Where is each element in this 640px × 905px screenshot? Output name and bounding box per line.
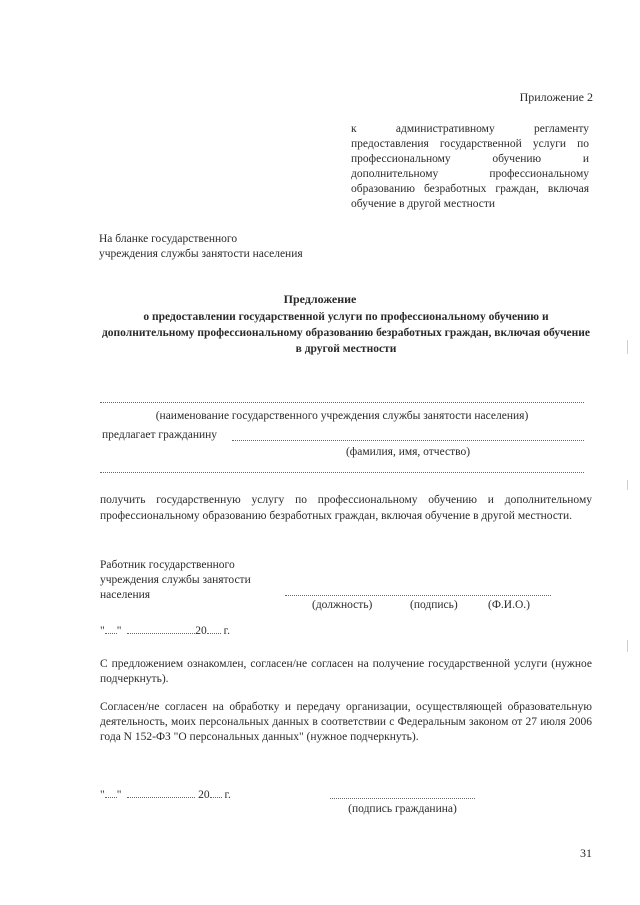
date-year-suffix: г.	[224, 789, 231, 801]
offers-label: предлагает гражданину	[102, 429, 218, 441]
date-quote: "	[116, 789, 122, 801]
position-caption: (должность)	[312, 599, 373, 611]
scan-artifact	[627, 480, 628, 490]
citizen-name-line	[232, 440, 584, 441]
page-number: 31	[580, 846, 592, 860]
worker-label-line: населения	[100, 589, 151, 601]
date-row-2	[100, 788, 231, 803]
citizen-signature-caption: (подпись гражданина)	[348, 803, 457, 815]
appendix-label: Приложение 2	[519, 90, 593, 104]
date-year-blank	[210, 797, 222, 798]
document-title: Предложение	[283, 292, 357, 306]
regulation-note: к административному регламенту предоставления государственной услуги по профессиональному обучению и дополнительному профессиональному образованию безработных граждан, включая обучение в другой местности	[351, 123, 589, 210]
worker-fio-caption: (Ф.И.О.)	[488, 599, 530, 611]
scan-artifact	[627, 640, 628, 652]
worker-label	[100, 558, 251, 603]
offer-body-text: получить государственную услугу по профессиональному обучению и дополнительному профессиональному образованию безработных граждан, включая обучение в другой местности.	[100, 494, 592, 522]
date-year: 20	[195, 625, 207, 637]
citizen-signature-line	[330, 798, 475, 799]
agreement-text: С предложением ознакомлен, согласен/не согласен на получение государственной услуги (нужное подчеркнуть).	[100, 658, 592, 685]
document-subtitle: о предоставлении государственной услуги по профессиональному обучению и дополнительному профессиональному образованию безработных граждан, включая обучение в другой местности	[101, 311, 591, 355]
worker-signature-line	[285, 595, 551, 596]
date-quote: "	[116, 625, 122, 637]
letterhead-note	[99, 232, 303, 262]
citizen-fio-caption: (фамилия, имя, отчество)	[345, 446, 471, 458]
signature-caption: (подпись)	[410, 599, 458, 611]
date-quote: "	[100, 625, 105, 637]
worker-label-line: учреждения службы занятости	[100, 574, 251, 586]
date-row-1	[100, 624, 230, 639]
institution-caption: (наименование государственного учреждения службы занятости населения)	[155, 410, 529, 422]
date-quote: "	[100, 789, 105, 801]
date-year: 20	[198, 789, 210, 801]
institution-name-line	[100, 402, 584, 403]
date-month-blank	[127, 797, 195, 798]
citizen-name-line-2	[100, 472, 584, 473]
date-day-blank	[105, 633, 117, 634]
letterhead-line: На бланке государственного	[99, 233, 238, 245]
worker-label-line: Работник государственного	[100, 559, 235, 571]
date-year-blank	[207, 633, 221, 634]
date-month-blank	[127, 633, 195, 634]
scan-artifact	[627, 340, 628, 354]
date-day-blank	[105, 797, 117, 798]
letterhead-line: учреждения службы занятости населения	[99, 248, 303, 260]
consent-text: Согласен/не согласен на обработку и передачу организации, осуществляющей образовательную деятельность, моих персональных данных в соответствии с Федеральным законом от 27 июля 2006 года N 152-ФЗ "О персональных данных" (нужное подчеркнуть).	[100, 701, 592, 743]
date-year-suffix: г.	[223, 625, 230, 637]
